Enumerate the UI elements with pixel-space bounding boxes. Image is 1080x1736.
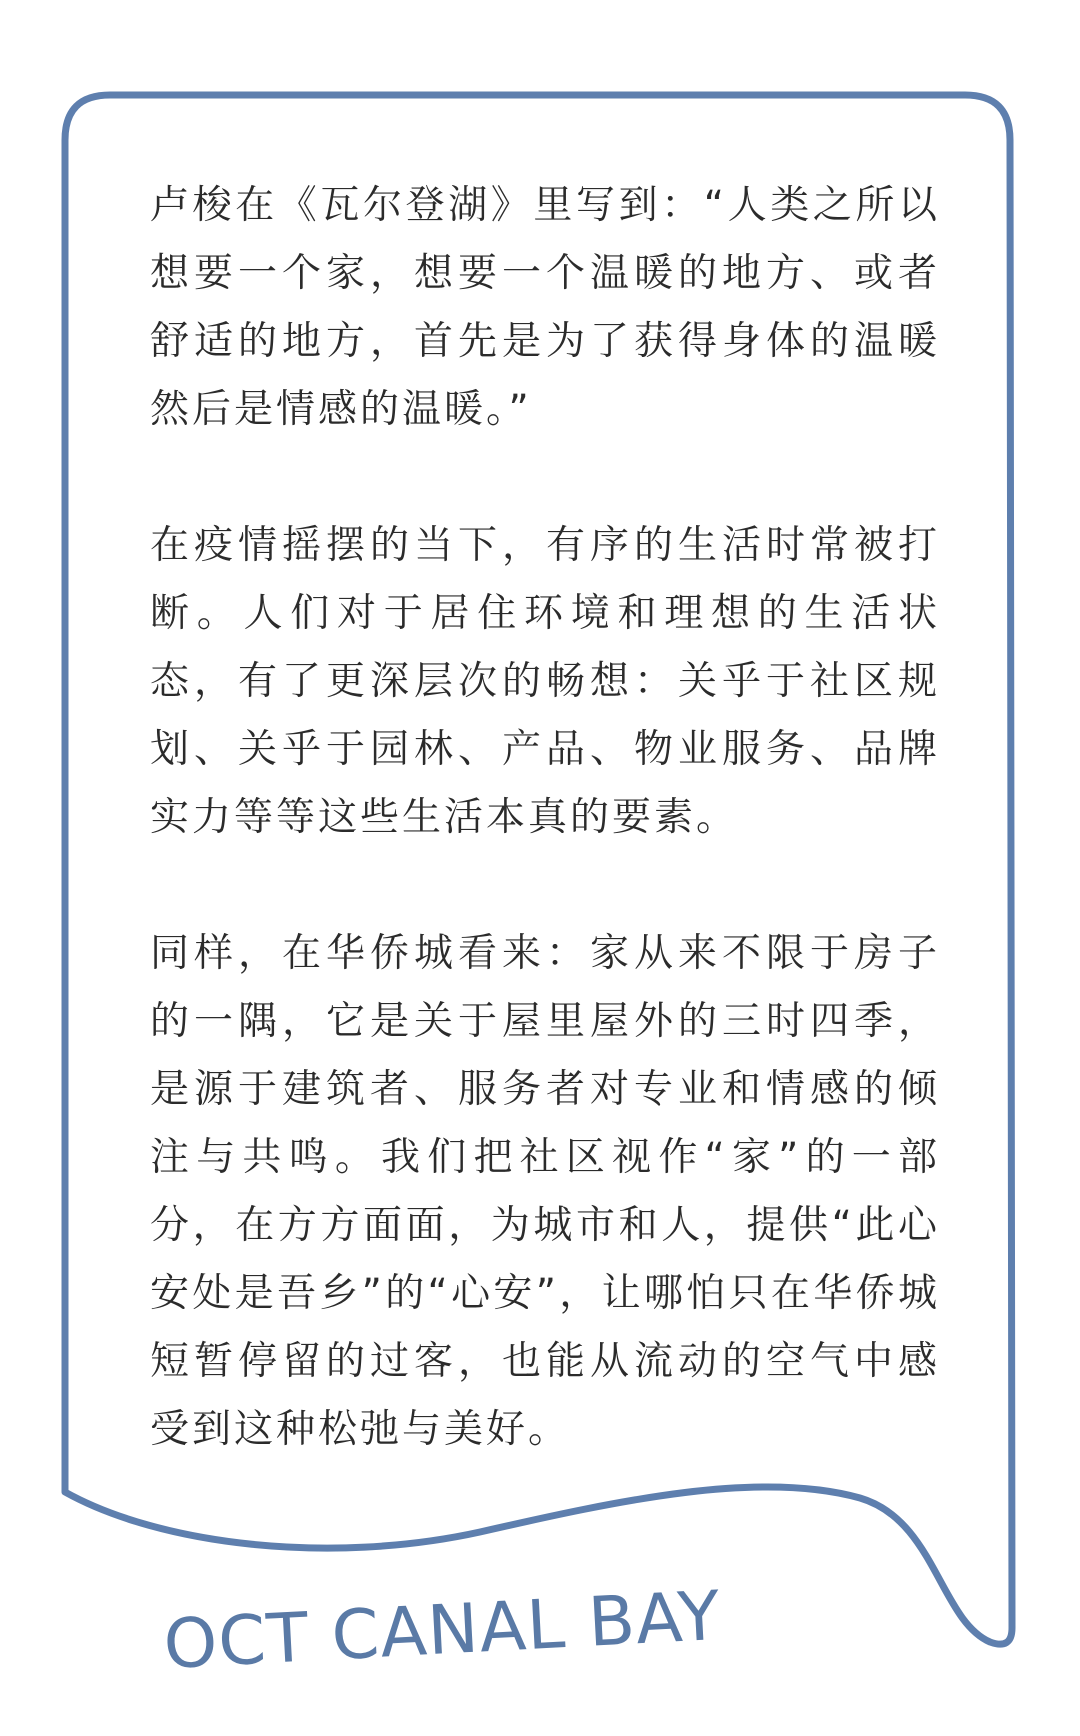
article-body xyxy=(150,172,940,1532)
brand-name: OCT CANAL BAY xyxy=(161,1576,723,1685)
brand-logo xyxy=(0,1560,1080,1700)
paragraph-1: 卢梭在《瓦尔登湖》里写到：“人类之所以想要一个家，想要一个温暖的地方、或者舒适的地方，首先是为了获得身体的温暖然后是情感的温暖。” xyxy=(150,183,940,432)
paragraph-2: 在疫情摇摆的当下，有序的生活时常被打断。人们对于居住环境和理想的生活状态，有了更深层次的畅想：关乎于社区规划、关乎于园林、产品、物业服务、品牌实力等等这些生活本真的要素。 xyxy=(150,523,940,840)
paragraph-3: 同样，在华侨城看来：家从来不限于房子的一隅，它是关于屋里屋外的三时四季，是源于建筑者、服务者对专业和情感的倾注与共鸣。我们把社区视作“家”的一部分，在方方面面，为城市和人，提供“此心安处是吾乡”的“心安”，让哪怕只在华侨城短暂停留的过客，也能从流动的空气中感受到这种松弛与美好。 xyxy=(150,931,940,1452)
